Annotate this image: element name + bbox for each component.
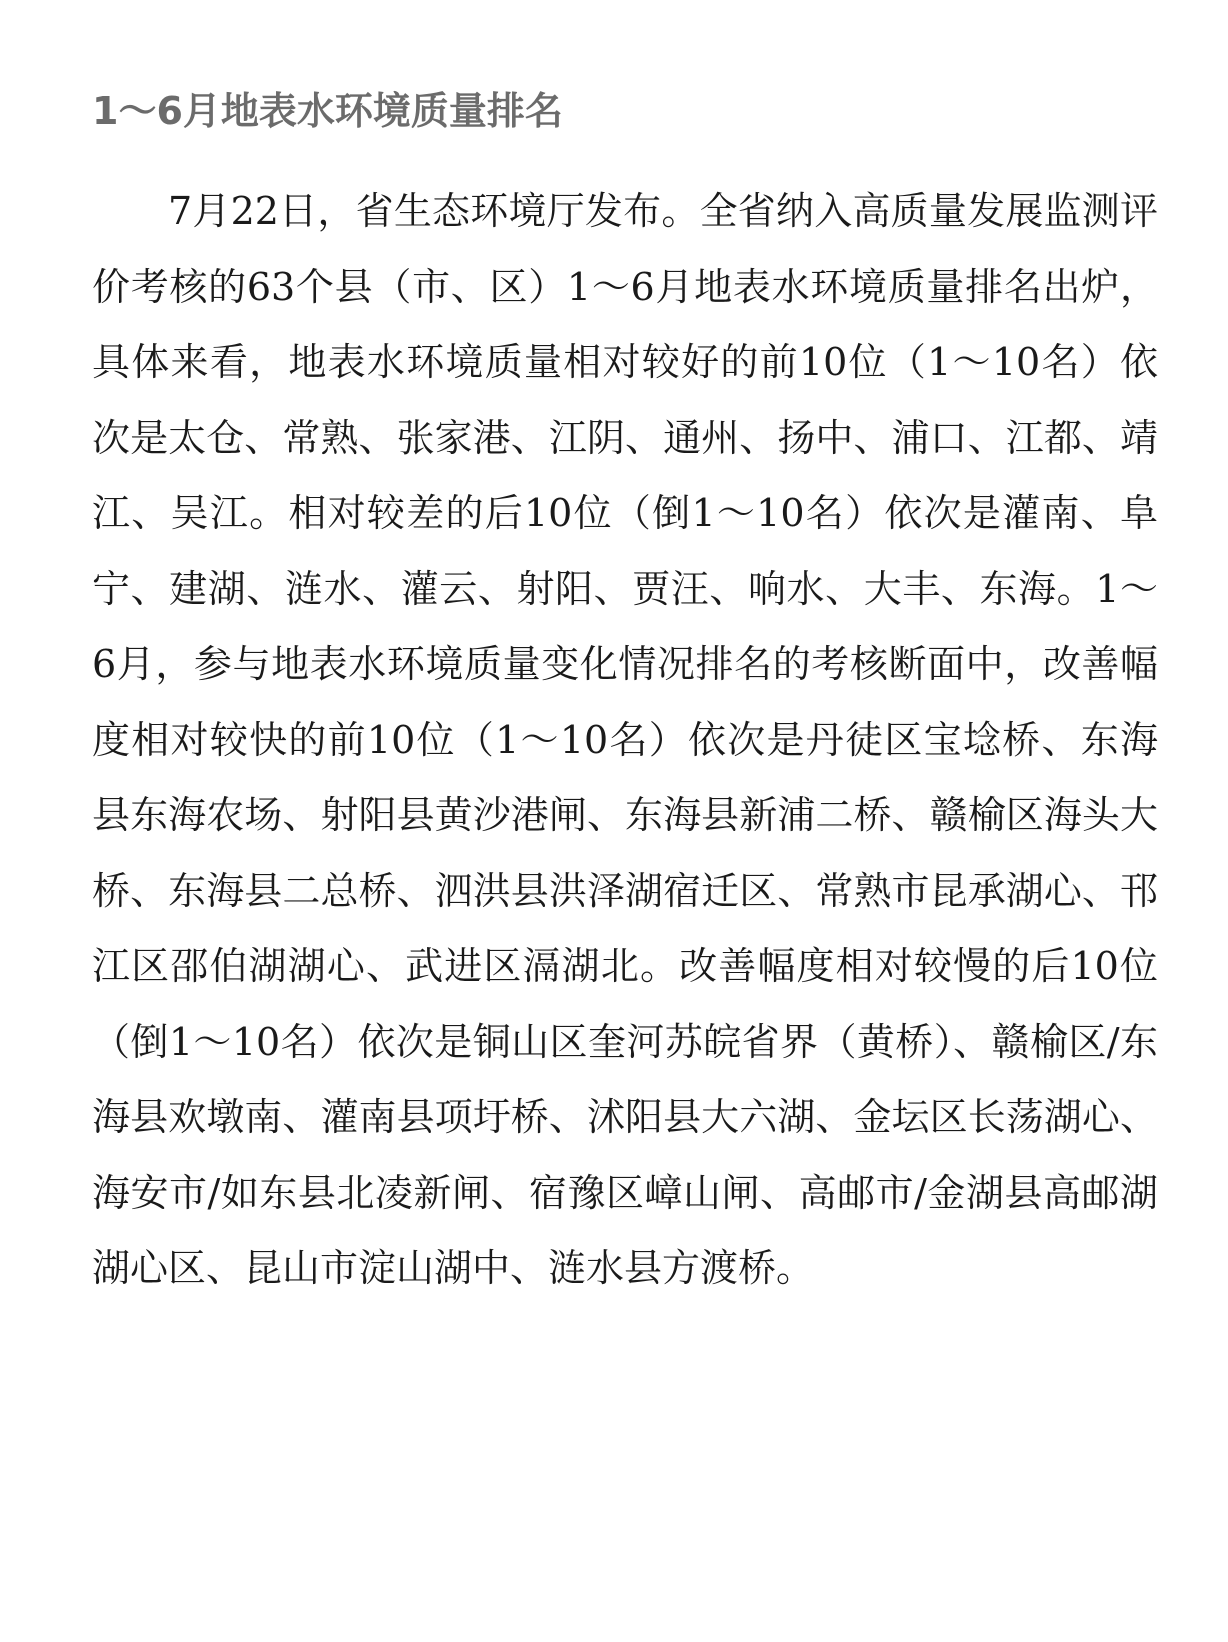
article-paragraph: 7月22日，省生态环境厅发布。全省纳入高质量发展监测评价考核的63个县（市、区）1～6月地表水环境质量排名出炉，具体来看，地表水环境质量相对较好的前10位（1～10名）依次是太仓、常熟、张家港、江阴、通州、扬中、浦口、江都、靖江、吴江。相对较差的后10位（倒1～10名）依次是灌南、阜宁、建湖、涟水、灌云、射阳、贾汪、响水、大丰、东海。1～6月，参与地表水环境质量变化情况排名的考核断面中，改善幅度相对较快的前10位（1～10名）依次是丹徒区宝埝桥、东海县东海农场、射阳县黄沙港闸、东海县新浦二桥、赣榆区海头大桥、东海县二总桥、泗洪县洪泽湖宿迁区、常熟市昆承湖心、邗江区邵伯湖湖心、武进区滆湖北。改善幅度相对较慢的后10位（倒1～10名）依次是铜山区奎河苏皖省界（黄桥）、赣榆区/东海县欢墩南、灌南县项圩桥、沭阳县大六湖、金坛区长荡湖心、海安市/如东县北凌新闸、宿豫区嶂山闸、高邮市/金湖县高邮湖湖心区、昆山市淀山湖中、涟水县方渡桥。: [92, 189, 1158, 1290]
article-heading: 1～6月地表水环境质量排名: [92, 89, 563, 133]
